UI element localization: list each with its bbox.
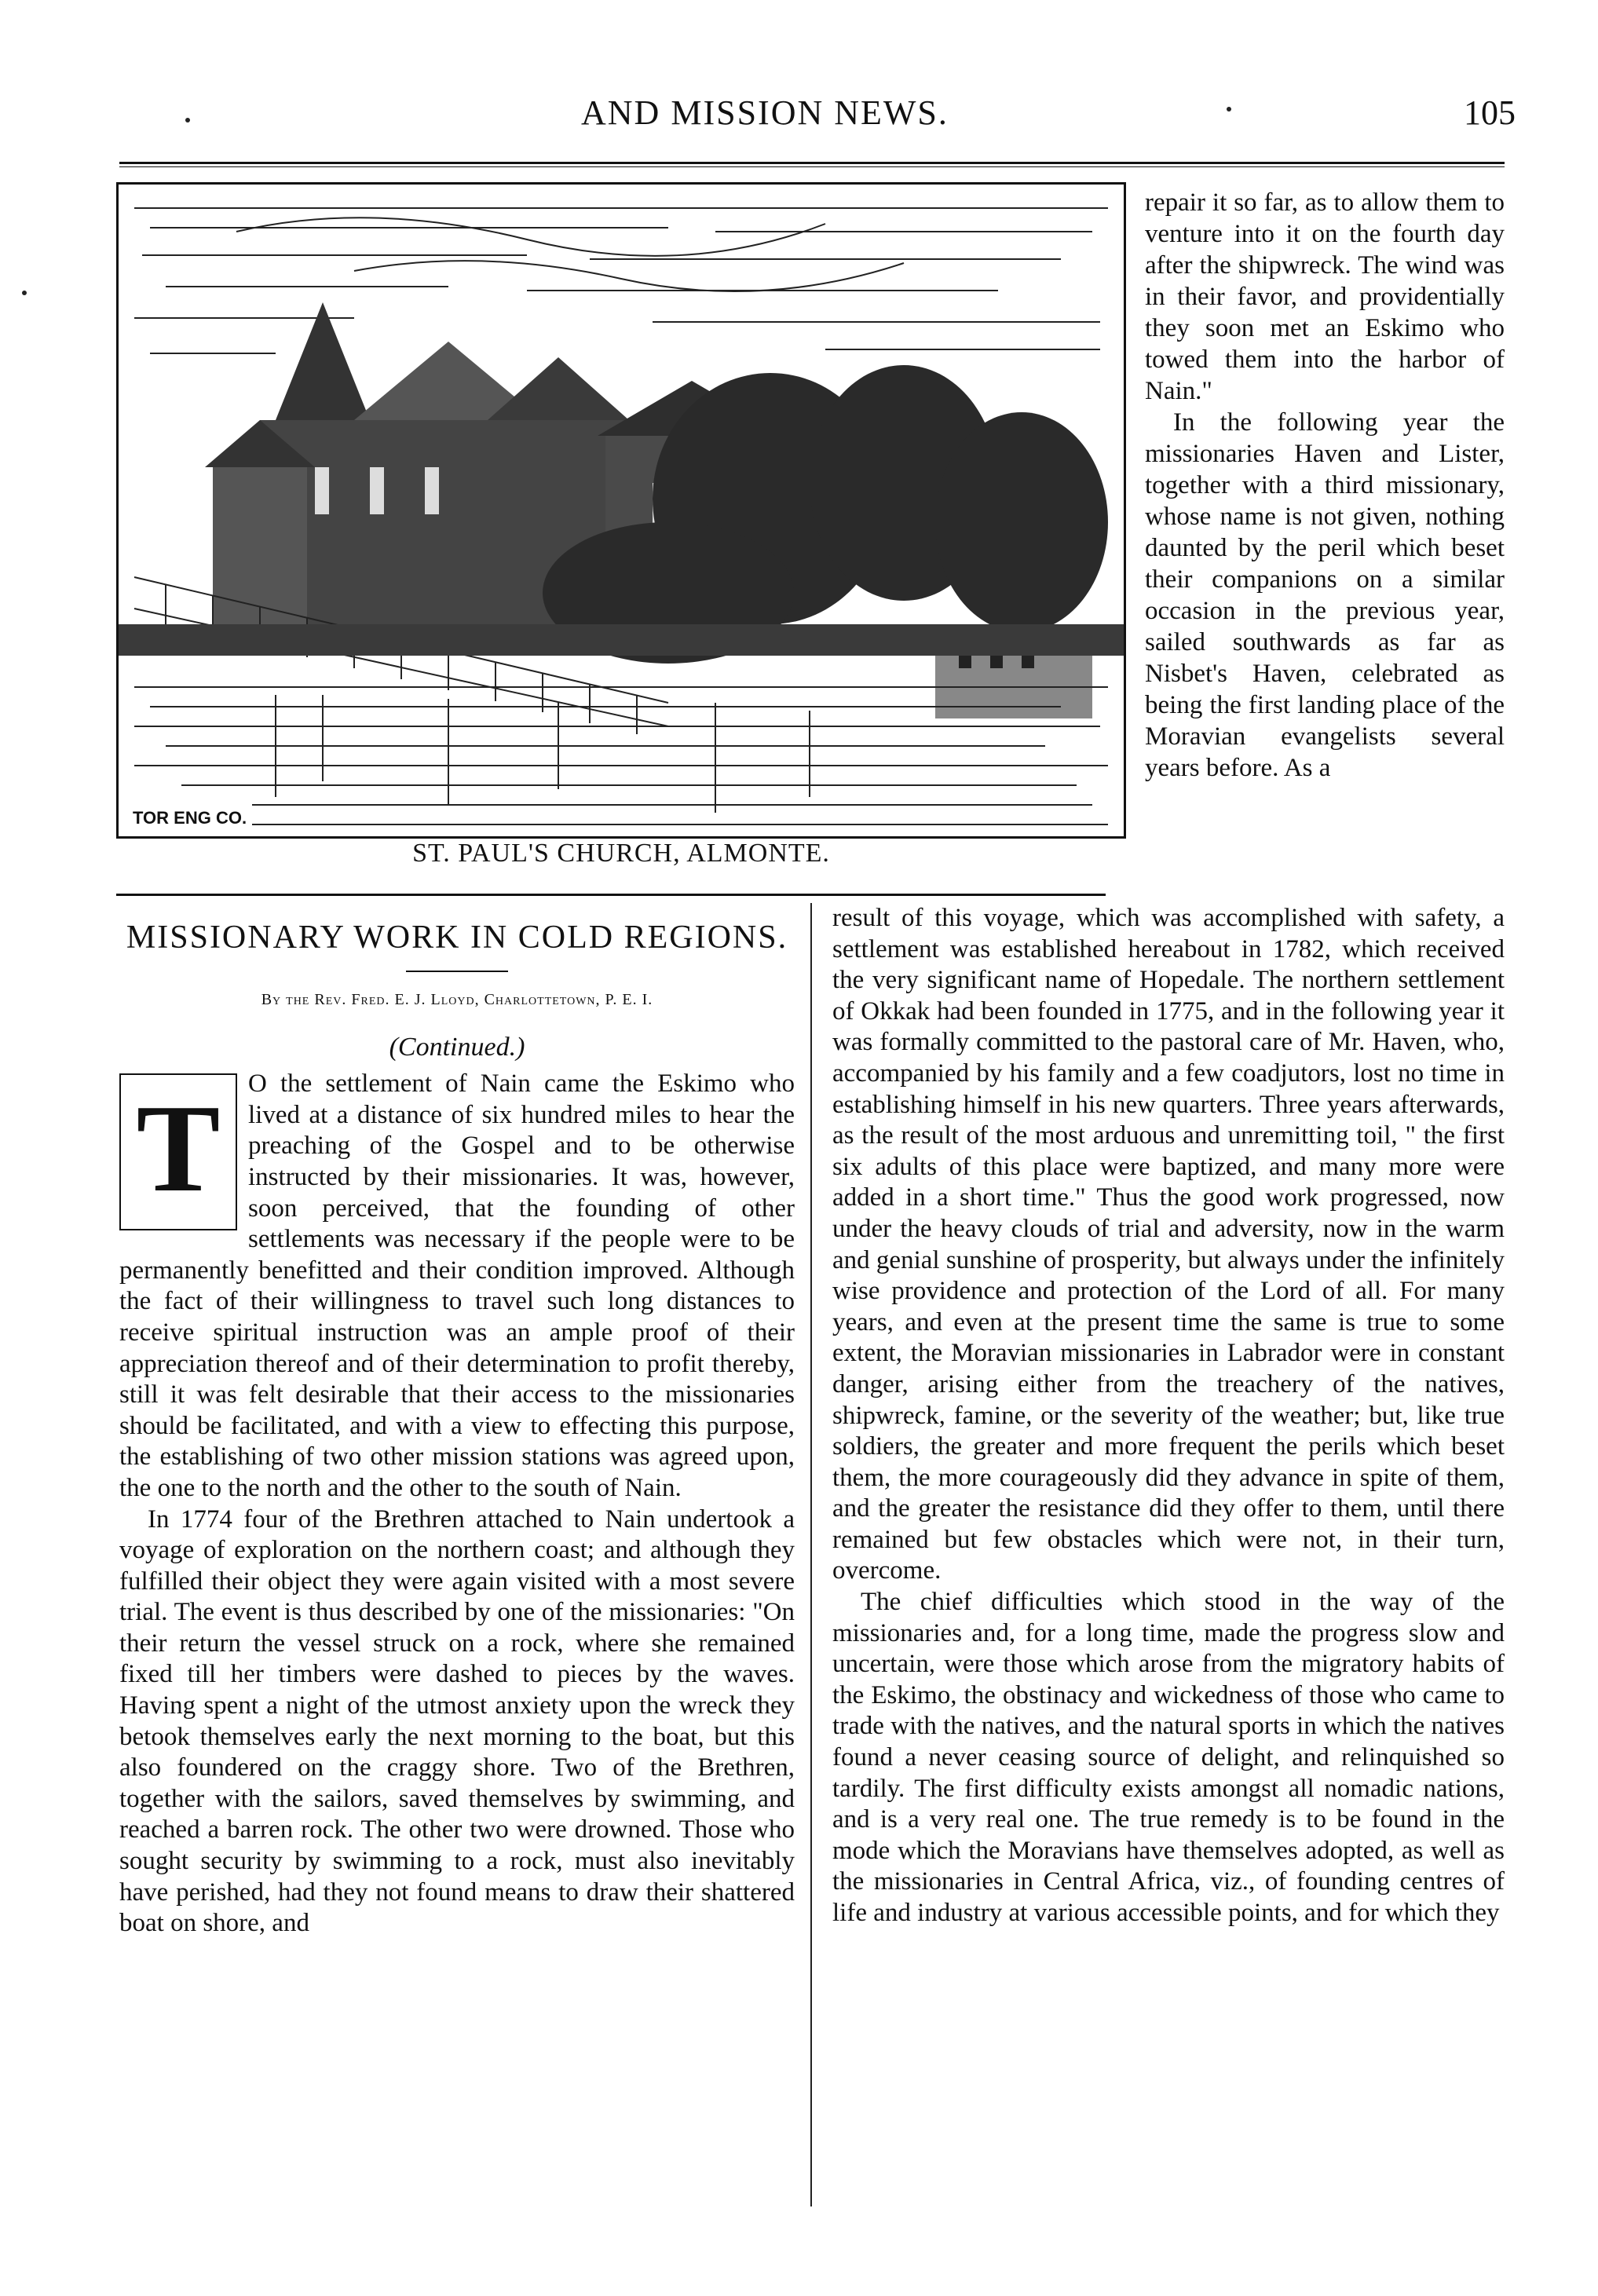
dropcap-ornament	[119, 1073, 237, 1230]
engraver-mark: TOR ENG CO.	[133, 808, 247, 828]
running-head	[0, 93, 1598, 140]
beside-figure-paragraph: In the following year the missionaries Haven and Lister, together with a third missionary, whose name is not given, nothing daunted by the peril which beset their companions on a similar occasion in the previous year, sailed southwards as far as Nisbet's Haven, celebrated as being the first landing place of the Moravian evangelists several years before. As a	[1145, 408, 1505, 782]
church-engraving-drawing	[119, 185, 1124, 836]
dropcap-letter: T	[136, 1078, 221, 1219]
article-paragraph: O the settlement of Nain came the Eskimo who lived at a distance of six hundred miles to hear the preaching of the Gospel and to be otherwise instructed by their missionaries. It was, however, soon perceived, that the founding of other settlements was necessary if the people were to be permanently benefitted and their condition improved. Although the fact of their willingness to travel such long distances to receive spiritual instruction was an ample proof of their appreciation thereof and of their determination to profit thereby, still it was felt desirable that their access to the missionaries should be facilitated, and with a view to effecting this purpose, the establishing of two other mission stations was agreed upon, the one to the north and the other to the south of Nain.	[119, 1069, 795, 1502]
riverbank	[119, 624, 1124, 656]
column-divider	[810, 903, 812, 2206]
section-rule	[116, 894, 1106, 896]
article-paragraph: The chief difficulties which stood in the way of the missionaries and, for a long time, made the progress slow and uncertain, were those which arose from the migratory habits of the Eskimo, the obstinacy and wickedness of those who came to trade with the natives, and the natural sports in which the natives found a never ceasing source of delight, and relinquished so tardily. The first difficulty exists amongst all nomadic nations, and is a very real one. The true remedy is to be found in the mode which the Moravians have themselves adopted, as well as the missionaries in Central Africa, viz., of founding centres of life and industry at various accessible points, and for which they	[832, 1588, 1505, 1927]
article-paragraph: result of this voyage, which was accomplished with safety, a settlement was established hereabout in 1782, which received the very significant name of Hopedale. The northern settlement of Okkak had been founded in 1775, and in the following year it was formally committed to the pastoral care of Mr. Haven, who, accompanied by his family and a few coadjutors, lost no time in establishing himself in his new quarters. Three years afterwards, as the result of the most arduous and unremitting toil, " the first six adults of this place were baptized, and many more were added in a short time." Thus the good work progressed, now under the heavy clouds of trial and adversity, now in the warm and genial sunshine of prosperity, but always under the infinitely wise providence and protection of the Lord of all. For many years, and even at the present time the same is true to some extent, the Moravian missionaries in Labrador were in constant danger, arising either from the treachery of the natives, shipwreck, famine, or the severity of the weather; but, like true soldiers, the greater and more frequent the perils which beset them, the more courageously did they advance in spite of them, and the greater the resistance did they offer to them, until there remained but few obstacles which were not, in their turn, overcome.	[832, 904, 1505, 1585]
continued-note: (Continued.)	[389, 1032, 525, 1062]
article-title: MISSIONARY WORK IN COLD REGIONS.	[126, 919, 788, 956]
right-column	[832, 903, 1505, 1929]
header-rule-thin	[119, 166, 1505, 167]
church-engraving	[116, 182, 1126, 839]
running-title: AND MISSION NEWS.	[581, 93, 949, 132]
header-rule	[119, 162, 1505, 164]
sky-hatching	[134, 208, 1108, 353]
title-rule	[406, 971, 508, 972]
figure-caption: ST. PAUL'S CHURCH, ALMONTE.	[412, 839, 830, 868]
text-beside-figure	[1145, 187, 1505, 784]
article-byline: By the Rev. Fred. E. J. Lloyd, Charlottetown, P. E. I.	[261, 991, 653, 1008]
beside-figure-paragraph: repair it so far, as to allow them to venture into it on the fourth day after the shipwreck. The wind was in their favor, and providentially they soon met an Eskimo who towed them into the harbor of Nain."	[1145, 188, 1505, 405]
print-speck	[22, 291, 27, 295]
article-paragraph: In 1774 four of the Brethren attached to Nain undertook a voyage of exploration on the northern coast; and although they fulfilled their object they were again visited with a most severe trial. The event is thus described by one of the missionaries: "On their return the vessel struck on a rock, where she remained fixed till her timbers were dashed to pieces by the waves. Having spent a night of the utmost anxiety upon the wreck they betook themselves early the next morning to the boat, but this also foundered on the craggy shore. Two of the Brethren, together with the sailors, saved themselves by swimming, and reached a barren rock. The other two were drowned. Those who sought security by swimming to a rock, must also inevitably have perished, had they not found means to draw their shattered boat on shore, and	[119, 1504, 795, 1938]
left-column	[119, 911, 795, 1940]
page-number: 105	[1464, 93, 1516, 132]
